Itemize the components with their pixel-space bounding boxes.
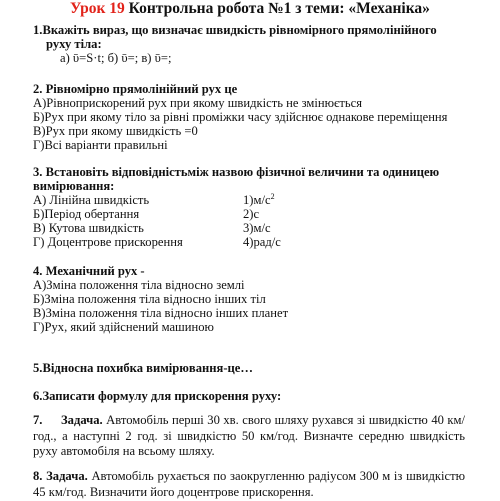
q2-option-c: В)Рух при якому швидкість =0 xyxy=(33,124,198,138)
q1-heading-line2: руху тіла: xyxy=(46,37,102,51)
q3-right-3: 3)м/с xyxy=(243,221,271,235)
q3-right-2: 2)с xyxy=(243,207,260,221)
q4-option-a: А)Зміна положення тіла відносно землі xyxy=(33,278,245,292)
q7-task xyxy=(33,413,465,460)
title-text: Контрольна робота №1 з теми: «Механіка» xyxy=(124,0,430,17)
q2-option-b: Б)Рух при якому тіло за рівні проміжки часу здійснює однакове переміщення xyxy=(33,110,448,124)
q4-option-b: Б)Зміна положення тіла відносно інших тіл xyxy=(33,292,266,306)
q7-number: 7. xyxy=(33,413,43,427)
q2-option-d: Г)Всі варіанти правильні xyxy=(33,138,168,152)
q2-heading: 2. Рівномірно прямолінійний рух це xyxy=(33,82,238,96)
q3-left-b: Б)Період обертання xyxy=(33,207,140,221)
q3-left-d: Г) Доцентрове прискорення xyxy=(33,235,183,249)
q8-body: Автомобіль рухається по заокругленню радіусом 300 м із швидкістю 45 км/год. Визначити його доцентрове прискорення. xyxy=(33,469,465,499)
q3-heading-line2: вимірювання: xyxy=(33,179,115,193)
q1-heading-line1: 1.Вкажіть вираз, що визначає швидкість рівномірного прямолінійного xyxy=(33,23,437,37)
q7-body: Автомобіль перші 30 хв. свого шляху рухався зі швидкістю 40 км/год., а наступні 2 год. зі швидкістю 50 км/год. Визначте середню швидкість руху автомобіля на всьому шляху. xyxy=(33,413,465,458)
q3-left-a: А) Лінійна швидкість xyxy=(33,193,150,207)
q3-left-c: В) Кутова швидкість xyxy=(33,221,144,235)
q2-option-a: А)Рівноприскорений рух при якому швидкість не змінюється xyxy=(33,96,363,110)
q3-right-4: 4)рад/с xyxy=(243,235,281,249)
q4-option-c: В)Зміна положення тіла відносно інших планет xyxy=(33,306,289,320)
q8-number: 8. xyxy=(33,469,43,483)
q4-heading: 4. Механічний рух - xyxy=(33,264,145,278)
q3-heading-line1: 3. Встановіть відповідністьміж назвою фізичної величини та одиницею xyxy=(33,165,440,179)
q1-options: а) ῡ=S·t; б) ῡ=; в) ῡ=; xyxy=(60,51,172,65)
q3-right-1 xyxy=(243,193,275,207)
q3-right-1-text: 1)м/с xyxy=(243,193,271,207)
q8-lead: Задача. xyxy=(42,469,88,483)
q7-lead: Задача. xyxy=(61,413,103,427)
q3-right-1-exponent: 2 xyxy=(270,191,275,201)
q5-text: 5.Відносна похибка вимірювання-це… xyxy=(33,361,253,375)
q6-text: 6.Записати формулу для прискорення руху: xyxy=(33,389,282,403)
q8-task xyxy=(33,469,465,500)
q4-option-d: Г)Рух, який здійснений машиною xyxy=(33,320,214,334)
lesson-label: Урок 19 xyxy=(70,0,125,17)
page-title xyxy=(70,0,490,18)
